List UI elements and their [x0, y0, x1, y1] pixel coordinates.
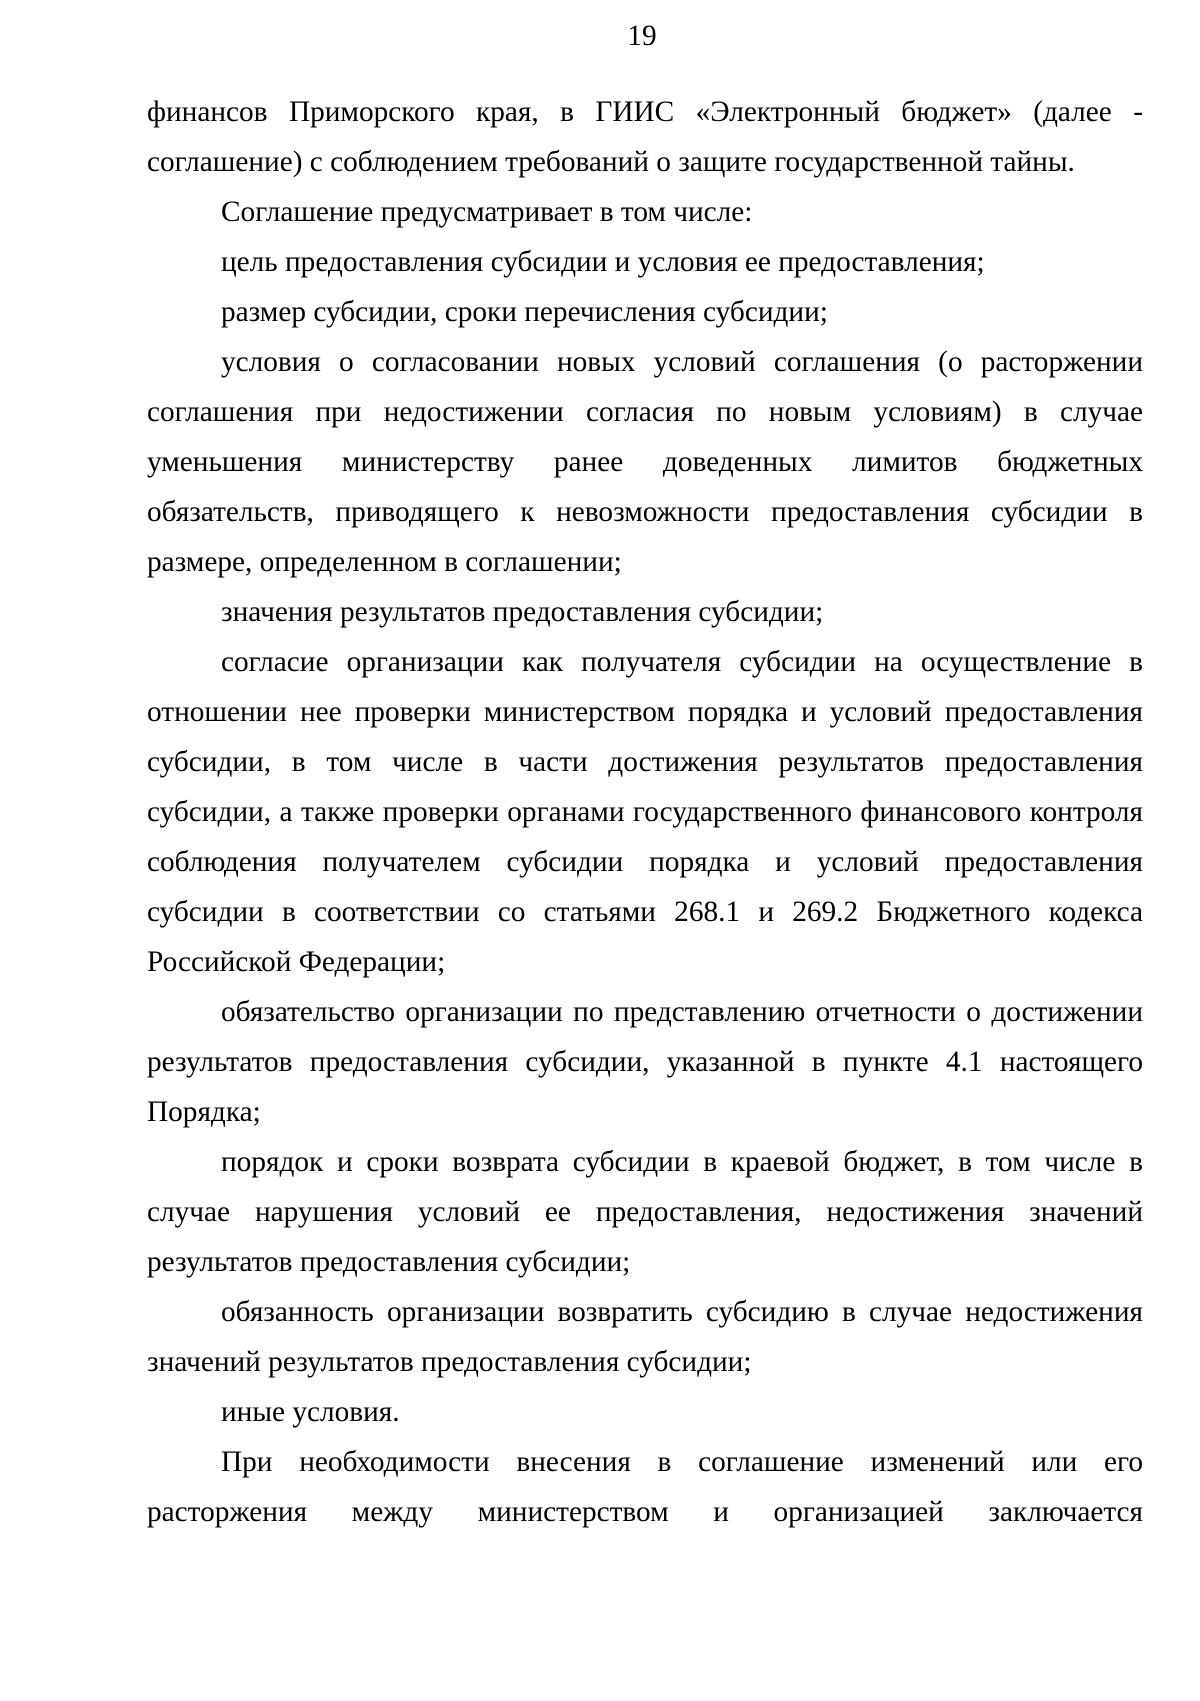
- page-number: 19: [627, 20, 657, 52]
- paragraph-amendments: При необходимости внесения в соглашение изменений или его расторжения между министерством и организацией заключается: [147, 1446, 1143, 1528]
- paragraph-refund-procedure: порядок и сроки возврата субсидии в краевой бюджет, в том числе в случае нарушения условий ее предоставления, недостижения значений результатов предоставления субсидии;: [147, 1146, 1143, 1278]
- paragraph-result-values: значения результатов предоставления субсидии;: [221, 596, 824, 628]
- paragraph-agreement-provides: Соглашение предусматривает в том числе:: [221, 196, 753, 228]
- paragraph-agreement-intro: финансов Приморского края, в ГИИС «Электронный бюджет» (далее - соглашение) с соблюдением требований о защите государственной тайны.: [147, 96, 1143, 178]
- document-body: [147, 87, 1143, 1537]
- paragraph-reporting-obligation: обязательство организации по представлению отчетности о достижении результатов предоставления субсидии, указанной в пункте 4.1 настоящего Порядка;: [147, 996, 1143, 1128]
- paragraph-other-conditions: иные условия.: [221, 1396, 400, 1428]
- paragraph-new-conditions: условия о согласовании новых условий соглашения (о расторжении соглашения при недостижении согласия по новым условиям) в случае уменьшения министерству ранее доведенных лимитов бюджетных обязательств, приводящего к невозможности предоставления субсидии в размере, определенном в соглашении;: [147, 346, 1143, 578]
- paragraph-amount: размер субсидии, сроки перечисления субсидии;: [221, 296, 828, 328]
- paragraph-refund-obligation: обязанность организации возвратить субсидию в случае недостижения значений результатов предоставления субсидии;: [147, 1296, 1143, 1378]
- paragraph-inspection-consent: согласие организации как получателя субсидии на осуществление в отношении нее проверки министерством порядка и условий предоставления субсидии, в том числе в части достижения результатов предоставления субсидии, а также проверки органами государственного финансового контроля соблюдения получателем субсидии порядка и условий предоставления субсидии в соответствии со статьями 268.1 и 269.2 Бюджетного кодекса Российской Федерации;: [147, 646, 1143, 978]
- paragraph-purpose: цель предоставления субсидии и условия ее предоставления;: [221, 246, 985, 278]
